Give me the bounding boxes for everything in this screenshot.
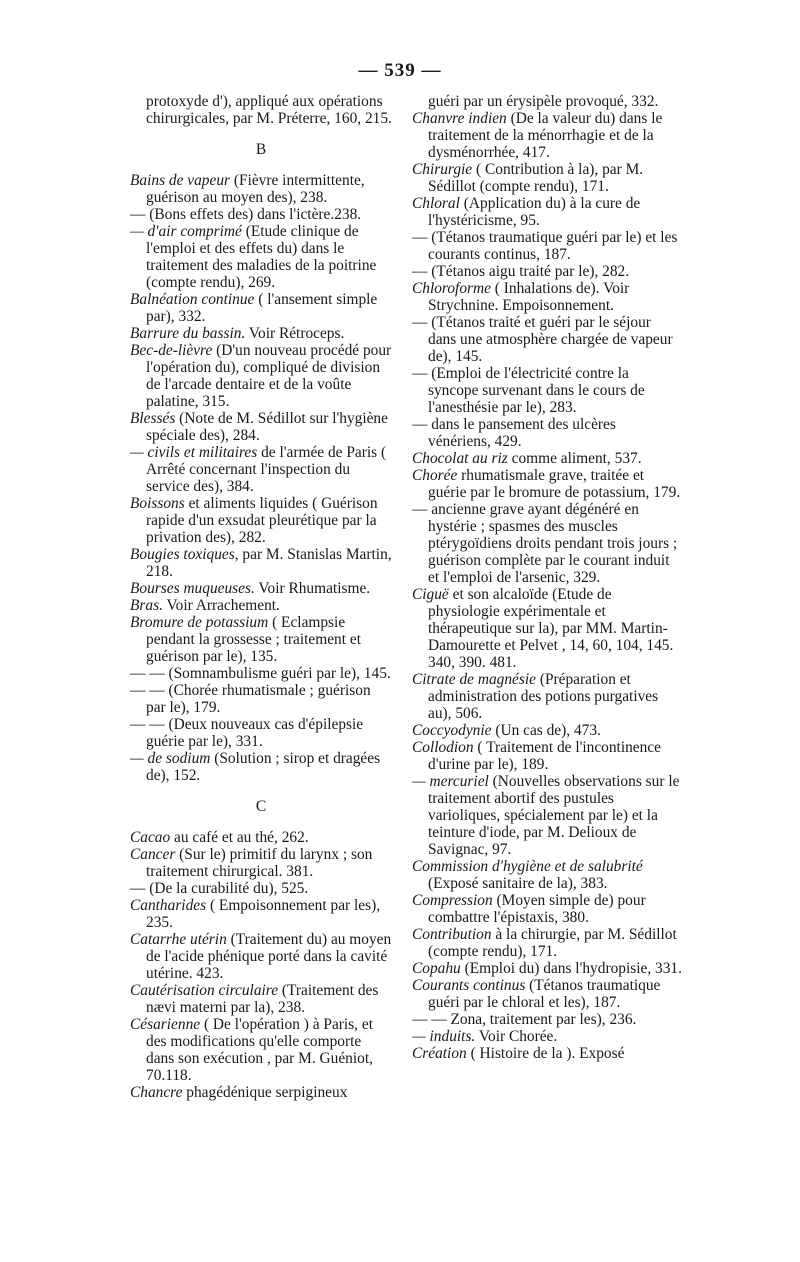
entry-heading: Chloral — [412, 195, 460, 212]
index-entry — [412, 161, 682, 195]
entry-text: — (Bons effets des) dans l'ictère.238. — [130, 206, 362, 223]
index-entry — [412, 671, 682, 722]
index-entry — [130, 931, 392, 982]
index-entry — [130, 716, 392, 750]
index-entry — [412, 365, 682, 416]
entry-heading: Ciguë — [412, 586, 449, 603]
entry-text: rhumatismale grave, traitée et guérie par le bromure de potassium, 179. — [428, 467, 681, 501]
index-entry — [412, 858, 682, 892]
entry-text: (Préparation et administration des potions purgatives au), 506. — [428, 671, 659, 722]
entry-heading: Cancer — [130, 846, 176, 863]
entry-text: ( Eclampsie pendant la grossesse ; traitement et guérison par le), 135. — [146, 614, 361, 665]
entry-heading: Boissons — [130, 495, 185, 512]
index-entry — [130, 750, 392, 784]
entry-text: (Application du) à la cure de l'hystéricisme, 95. — [428, 195, 641, 229]
entry-heading: Bourses muqueuses. — [130, 580, 255, 597]
entry-heading: Bougies toxiques, — [130, 546, 239, 563]
entry-text: (Sur le) primitif du larynx ; son traitement chirurgical. 381. — [146, 846, 373, 880]
index-entry — [130, 223, 392, 291]
entry-heading: — d'air comprimé — [130, 223, 242, 240]
entry-text: (Traitement du) au moyen de l'acide phénique porté dans la cavité utérine. 423. — [146, 931, 392, 982]
entry-text: phagédénique serpigineux — [182, 1084, 348, 1101]
entry-heading: Chorée — [412, 467, 458, 484]
entry-heading: Commission d'hygiène et de salubrité — [412, 858, 643, 875]
index-entry — [412, 1045, 682, 1062]
entry-text: et aliments liquides ( Guérison rapide d'un exsudat pleurétique par la privation des), 282. — [146, 495, 378, 546]
index-entry — [412, 229, 682, 263]
index-entry — [130, 897, 392, 931]
entry-heading: — mercuriel — [412, 773, 489, 790]
entry-heading: Barrure du bassin. — [130, 325, 246, 342]
entry-heading: Cantharides — [130, 897, 207, 914]
entry-text: — (Emploi de l'électricité contre la syncope survenant dans le cours de l'anesthésie par le), 283. — [412, 365, 645, 416]
index-entry — [412, 892, 682, 926]
index-entry — [130, 206, 392, 223]
right-column — [412, 93, 682, 1062]
index-entry — [412, 314, 682, 365]
entry-text: ( Histoire de la ). Exposé — [466, 1045, 625, 1062]
index-entry — [130, 291, 392, 325]
entry-text: — (Tétanos traumatique guéri par le) et les courants continus, 187. — [412, 229, 678, 263]
entry-text: guéri par un érysipèle provoqué, 332. — [428, 93, 659, 110]
entry-text: ( Traitement de l'incontinence d'urine par le), 189. — [428, 739, 661, 773]
entry-text: — — (Deux nouveaux cas d'épilepsie guérie par le), 331. — [130, 716, 364, 750]
index-entry — [130, 444, 392, 495]
entry-text: — — Zona, traitement par les), 236. — [412, 1011, 637, 1028]
entry-heading: Blessés — [130, 410, 176, 427]
entry-text: (D'un nouveau procédé pour l'opération du), compliqué de division de l'arcade dentaire et de la voûte palatine, 315. — [146, 342, 392, 410]
entry-text: — ancienne grave ayant dégénéré en hystérie ; spasmes des muscles ptérygoïdiens droits pendant trois jours ; guérison complète par le courant induit et l'emploi de l'arsenic, 329. — [412, 501, 678, 586]
entry-text: — (Tétanos aigu traité par le), 282. — [412, 263, 630, 280]
entry-text: (Nouvelles observations sur le traitement abortif des pustules varioliques, spécialement par le) et la teinture d'iode, par M. Delioux de Savignac, 97. — [428, 773, 680, 858]
section-letter-b: B — [255, 141, 267, 158]
right-entries — [412, 93, 682, 1062]
entry-heading: Cautérisation circulaire — [130, 982, 279, 999]
entry-text: (Etude clinique de l'emploi et des effets du) dans le traitement des maladies de la poitrine (compte rendu), 269. — [146, 223, 377, 291]
index-entry — [130, 880, 392, 897]
entry-heading: Catarrhe utérin — [130, 931, 227, 948]
index-entry — [412, 1011, 682, 1028]
index-entry — [130, 325, 392, 342]
entry-heading: Cacao — [130, 829, 171, 846]
entry-text: (Tétanos traumatique guéri par le chloral et les), 187. — [428, 977, 661, 1011]
entry-text: de l'armée de Paris ( Arrêté concernant l'inspection du service des), 384. — [146, 444, 387, 495]
entry-text: ( De l'opération ) à Paris, et des modifications qu'elle comporte dans son exécution , par M. Guéniot, 70.118. — [146, 1016, 373, 1084]
entry-text: et son alcaloïde (Etude de physiologie expérimentale et thérapeutique sur la), par MM. Martin-Damourette et Pelvet , 14, 60, 104, 145. 340, 390. 481. — [428, 586, 674, 671]
entry-heading: Chloroforme — [412, 280, 491, 297]
entry-heading: Bras. — [130, 597, 163, 614]
index-entry — [412, 773, 682, 858]
index-entry — [130, 410, 392, 444]
entry-text: (Note de M. Sédillot sur l'hygiène spéciale des), 284. — [146, 410, 388, 444]
entry-heading: Chanvre indien — [412, 110, 507, 127]
index-entry — [130, 342, 392, 410]
entry-text: (Traitement des nævi materni par la), 238. — [146, 982, 379, 1016]
index-entry — [412, 501, 682, 586]
entry-heading: Copahu — [412, 960, 461, 977]
entry-text: au café et au thé, 262. — [170, 829, 309, 846]
entry-text: ( l'ansement simple par), 332. — [146, 291, 378, 325]
entry-heading: Citrate de magnésie — [412, 671, 536, 688]
entry-text: Voir Arrachement. — [162, 597, 280, 614]
index-entry — [130, 846, 392, 880]
entry-text: par M. Stanislas Martin, 218. — [146, 546, 392, 580]
entry-text: (De la valeur du) dans le traitement de la ménorrhagie et de la dysménorrhée, 417. — [428, 110, 663, 161]
entry-heading: — de sodium — [130, 750, 211, 767]
entry-text: (Fièvre intermittente, guérison au moyen des), 238. — [146, 172, 365, 206]
index-entry — [130, 172, 392, 206]
entry-text: Voir Rétroceps. — [245, 325, 345, 342]
entry-text: — (Tétanos traité et guéri par le séjour dans une atmosphère chargée de vapeur de), 145. — [412, 314, 673, 365]
entry-text: (Un cas de), 473. — [491, 722, 601, 739]
left-column — [130, 93, 392, 1101]
entry-text: — dans le pansement des ulcères vénériens, 429. — [412, 416, 616, 450]
index-entry — [412, 960, 682, 977]
index-entry — [130, 982, 392, 1016]
entry-heading: Courants continus — [412, 977, 526, 994]
entry-text: — — (Somnambulisme guéri par le), 145. — [130, 665, 391, 682]
entry-text: ( Empoisonnement par les), 235. — [146, 897, 381, 931]
entry-heading: Création — [412, 1045, 467, 1062]
index-entry — [412, 586, 682, 671]
index-entry — [130, 665, 392, 682]
index-entry — [412, 416, 682, 450]
entry-text: Voir Chorée. — [475, 1028, 558, 1045]
entry-heading: Collodion — [412, 739, 474, 756]
entry-text: (Moyen simple de) pour combattre l'épistaxis, 380. — [428, 892, 646, 926]
index-entry — [130, 682, 392, 716]
index-entry — [130, 495, 392, 546]
index-entry — [130, 93, 392, 127]
index-entry — [412, 280, 682, 314]
entry-heading: Chocolat au riz — [412, 450, 508, 467]
entry-heading: — civils et militaires — [130, 444, 258, 461]
index-entry — [412, 722, 682, 739]
entry-text: Voir Rhumatisme. — [254, 580, 371, 597]
index-entry — [130, 546, 392, 580]
entry-text: à la chirurgie, par M. Sédillot (compte rendu), 171. — [428, 926, 677, 960]
index-entry — [412, 467, 682, 501]
entry-text: — (De la curabilité du), 525. — [130, 880, 309, 897]
entry-text: (Emploi du) dans l'hydropisie, 331. — [460, 960, 682, 977]
entry-heading: Compression — [412, 892, 493, 909]
index-entry — [412, 263, 682, 280]
left-intro — [130, 93, 392, 127]
index-entry — [130, 829, 392, 846]
section-c-entries — [130, 829, 392, 1101]
index-entry — [412, 739, 682, 773]
entry-heading: Bec-de-lièvre — [130, 342, 213, 359]
entry-heading: Coccyodynie — [412, 722, 492, 739]
index-entry — [412, 195, 682, 229]
index-entry — [130, 614, 392, 665]
entry-heading: — induits. — [412, 1028, 476, 1045]
index-entry — [412, 93, 682, 110]
entry-heading: Contribution — [412, 926, 492, 943]
entry-heading: Césarienne — [130, 1016, 201, 1033]
entry-text: protoxyde d'), appliqué aux opérations chirurgicales, par M. Préterre, 160, 215. — [146, 93, 392, 127]
entry-text: ( Inhalations de). Voir Strychnine. Empoisonnement. — [428, 280, 630, 314]
index-entry — [412, 450, 682, 467]
index-entry — [130, 580, 392, 597]
entry-text: (Solution ; sirop et dragées de), 152. — [146, 750, 381, 784]
entry-text: (Exposé sanitaire de la), 383. — [428, 875, 608, 892]
section-letter-c: C — [255, 798, 267, 815]
index-entry — [130, 597, 392, 614]
index-entry — [412, 926, 682, 960]
index-entry — [412, 1028, 682, 1045]
entry-heading: Balnéation continue — [130, 291, 255, 308]
entry-heading: Chirurgie — [412, 161, 473, 178]
entry-text: comme aliment, 537. — [507, 450, 642, 467]
section-b-entries — [130, 172, 392, 784]
entry-text: ( Contribution à la), par M. Sédillot (compte rendu), 171. — [428, 161, 644, 195]
entry-heading: Bromure de potassium — [130, 614, 269, 631]
entry-heading: Chancre — [130, 1084, 183, 1101]
index-entry — [130, 1084, 392, 1101]
entry-text: — — (Chorée rhumatismale ; guérison par le), 179. — [130, 682, 371, 716]
entry-heading: Bains de vapeur — [130, 172, 231, 189]
index-entry — [412, 110, 682, 161]
page-number: — 539 — — [358, 60, 442, 81]
index-entry — [130, 1016, 392, 1084]
index-entry — [412, 977, 682, 1011]
